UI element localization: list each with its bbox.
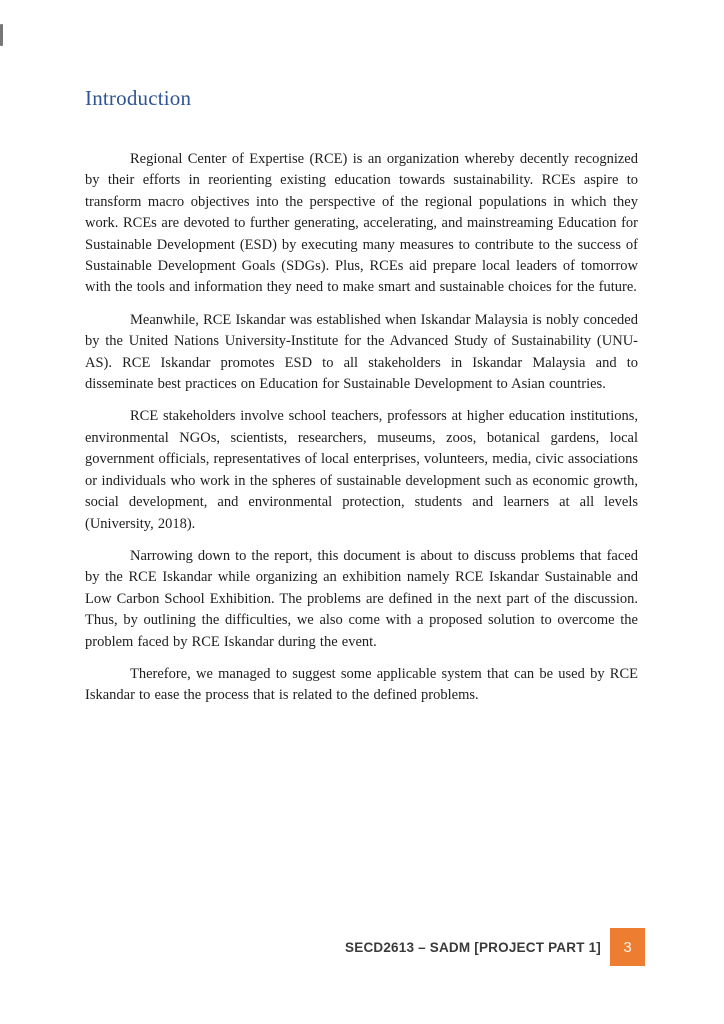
footer-course-label: SECD2613 – SADM [PROJECT PART 1] — [345, 939, 601, 955]
scan-edge-artifact — [0, 24, 3, 46]
paragraph-rce-iskandar-history: Meanwhile, RCE Iskandar was established when Iskandar Malaysia is nobly conceded by the United Nations University-Institute for the Advanced Study of Sustainability (UNU-AS). RCE Iskandar promotes ESD to all stakeholders in Iskandar Malaysia and to disseminate best practices on Education for Sustainable Development to Asian countries. — [85, 311, 638, 393]
page-footer — [345, 928, 645, 966]
paragraph-proposed-system: Therefore, we managed to suggest some applicable system that can be used by RCE Iskandar to ease the process that is related to the defined problems. — [85, 665, 638, 704]
paragraph-rce-stakeholders: RCE stakeholders involve school teachers, professors at higher education institutions, environmental NGOs, scientists, researchers, museums, zoos, botanical gardens, local government officials, representatives of local enterprises, volunteers, media, civic associations or individuals who work in the spheres of sustainable development such as economic growth, social development, and environmental protection, students and learners at all levels (University, 2018). — [85, 408, 638, 532]
paragraph-rce-definition: Regional Center of Expertise (RCE) is an organization whereby decently recognized by their efforts in reorienting existing education towards sustainability. RCEs aspire to transform macro objectives into the perspective of the regional populations in which they work. RCEs are devoted to further generating, accelerating, and mainstreaming Education for Sustainable Development (ESD) by executing many measures to contribute to the success of Sustainable Development Goals (SDGs). Plus, RCEs aid prepare local leaders of tomorrow with the tools and information they need to make smart and sustainable choices for the future. — [85, 151, 638, 296]
page-number-badge: 3 — [610, 928, 645, 966]
paragraph-report-scope: Narrowing down to the report, this document is about to discuss problems that faced by the RCE Iskandar while organizing an exhibition namely RCE Iskandar Sustainable and Low Carbon School Exhibition. The problems are defined in the next part of the discussion. Thus, by outlining the difficulties, we also come with a proposed solution to overcome the problem faced by RCE Iskandar during the event. — [85, 547, 638, 650]
section-heading: Introduction — [85, 86, 192, 110]
page-content — [85, 86, 638, 718]
